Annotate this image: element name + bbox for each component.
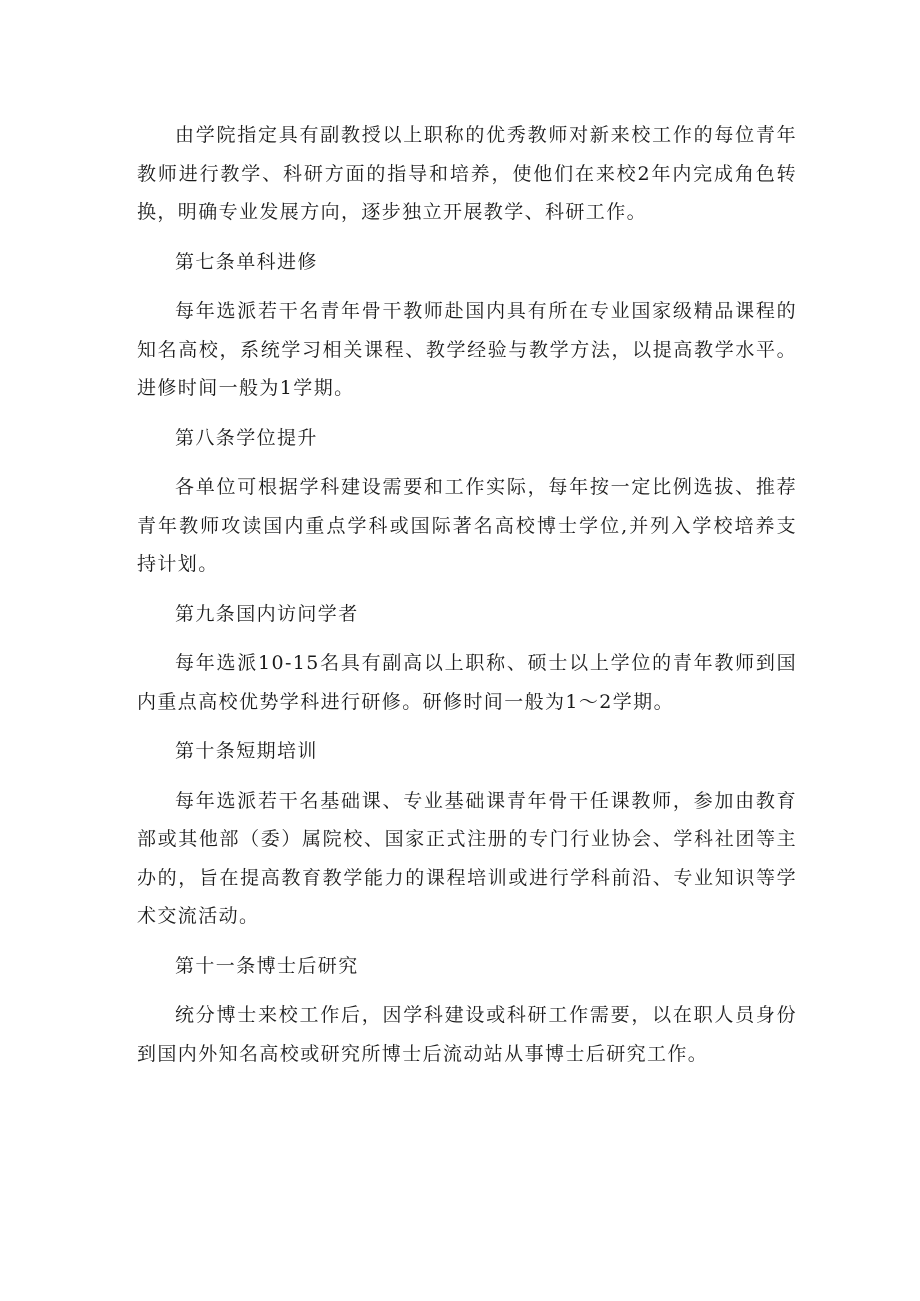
paragraph-short-training: 每年选派若干名基础课、专业基础课青年骨干任课教师，参加由教育部或其他部（委）属院校、国家正式注册的专门行业协会、学科社团等主办的，旨在提高教育教学能力的课程培训或进行学科前沿、专业知识等学术交流活动。	[137, 789, 797, 927]
paragraph-mentoring: 由学院指定具有副教授以上职称的优秀教师对新来校工作的每位青年教师进行教学、科研方面的指导和培养，使他们在来校2年内完成角色转换，明确专业发展方向，逐步独立开展教学、科研工作。	[137, 124, 797, 223]
paragraph-postdoc: 统分博士来校工作后，因学科建设或科研工作需要，以在职人员身份到国内外知名高校或研究所博士后流动站从事博士后研究工作。	[137, 1004, 797, 1065]
article-8-heading: 第八条学位提升	[175, 426, 318, 449]
article-9-heading: 第九条国内访问学者	[175, 602, 359, 625]
paragraph-visiting-scholar: 每年选派10-15名具有副高以上职称、硕士以上学位的青年教师到国内重点高校优势学科进行研修。研修时间一般为1～2学期。	[137, 652, 797, 713]
document-body	[137, 116, 797, 1084]
paragraph-degree: 各单位可根据学科建设需要和工作实际，每年按一定比例选拔、推荐青年教师攻读国内重点学科或国际著名高校博士学位,并列入学校培养支持计划。	[137, 476, 797, 575]
article-11-heading: 第十一条博士后研究	[175, 954, 359, 977]
article-7-heading: 第七条单科进修	[175, 250, 318, 273]
article-10-heading: 第十条短期培训	[175, 740, 318, 762]
paragraph-course-study: 每年选派若干名青年骨干教师赴国内具有所在专业国家级精品课程的知名高校，系统学习相关课程、教学经验与教学方法，以提高教学水平。进修时间一般为1学期。	[137, 300, 797, 399]
